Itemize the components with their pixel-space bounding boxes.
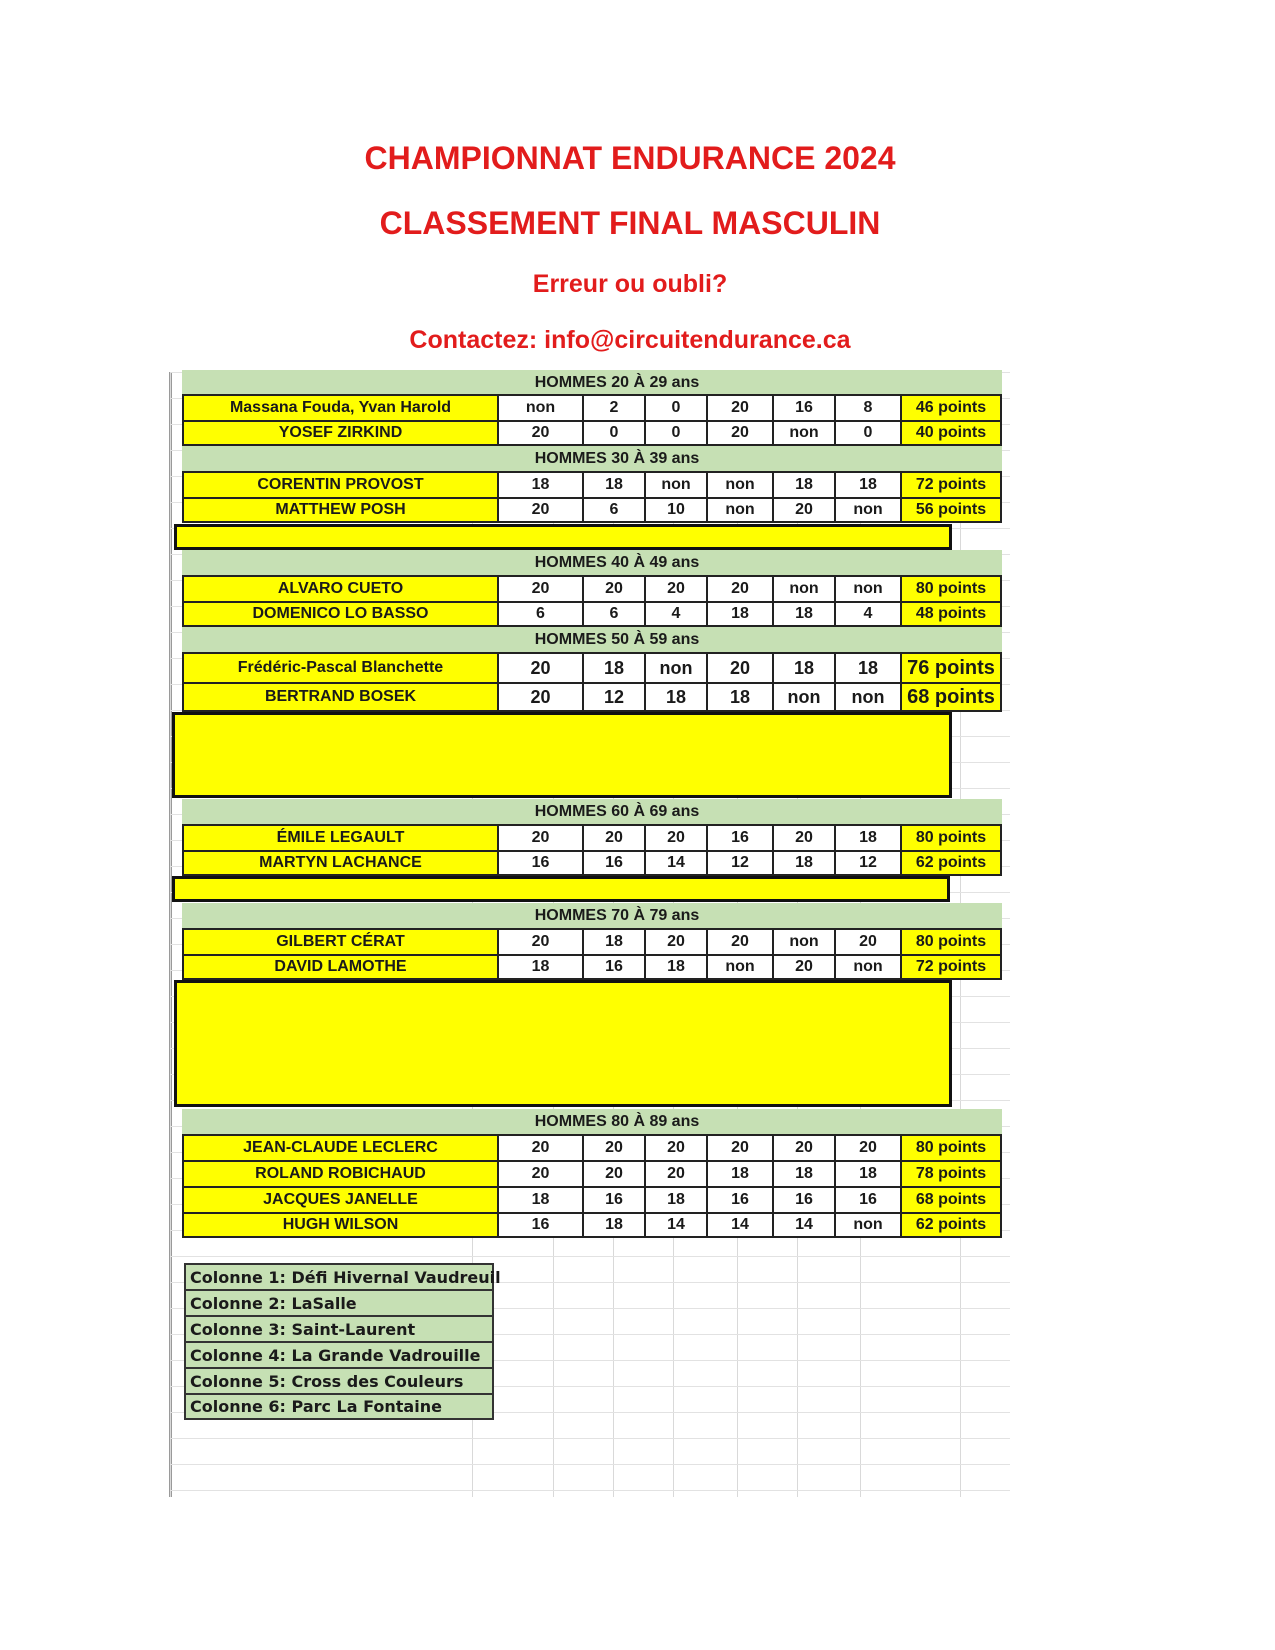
race-score-col-6: non <box>834 682 900 712</box>
total-points: 78 points <box>900 1160 1002 1186</box>
race-score-col-3: 10 <box>644 497 706 523</box>
legend-item: Colonne 6: Parc La Fontaine <box>184 1393 494 1420</box>
category-header <box>182 799 1002 825</box>
race-score-col-5: 20 <box>772 824 834 850</box>
race-score-col-5: 20 <box>772 954 834 980</box>
category-label: HOMMES 30 À 39 ans <box>534 450 700 467</box>
athlete-name: ALVARO CUETO <box>182 575 497 601</box>
race-score-col-2: 18 <box>582 471 644 497</box>
race-score-col-6: 18 <box>834 1160 900 1186</box>
race-score-col-2: 0 <box>582 420 644 446</box>
athlete-name: JEAN-CLAUDE LECLERC <box>182 1134 497 1160</box>
legend-item: Colonne 2: LaSalle <box>184 1289 494 1316</box>
race-score-col-2: 2 <box>582 394 644 420</box>
empty-highlight-block <box>174 980 952 1107</box>
legend-item: Colonne 5: Cross des Couleurs <box>184 1367 494 1394</box>
total-points: 40 points <box>900 420 1002 446</box>
race-score-col-4: 18 <box>706 1160 772 1186</box>
race-score-col-6: non <box>834 497 900 523</box>
race-score-col-3: 4 <box>644 601 706 627</box>
race-score-col-3: non <box>644 652 706 682</box>
athlete-name: GILBERT CÉRAT <box>182 928 497 954</box>
empty-highlight-block <box>174 524 952 550</box>
race-score-col-3: 18 <box>644 1186 706 1212</box>
race-score-col-4: 20 <box>706 394 772 420</box>
race-score-col-1: 18 <box>497 471 582 497</box>
total-points: 56 points <box>900 497 1002 523</box>
race-score-col-4: 16 <box>706 1186 772 1212</box>
race-score-col-3: 20 <box>644 928 706 954</box>
total-points: 72 points <box>900 471 1002 497</box>
race-score-col-5: non <box>772 928 834 954</box>
race-score-col-1: 20 <box>497 420 582 446</box>
category-header <box>182 446 1002 472</box>
table-row <box>182 928 1002 954</box>
table-row <box>182 497 1002 523</box>
race-score-col-5: 18 <box>772 471 834 497</box>
table-row <box>182 1212 1002 1238</box>
table-row <box>182 1134 1002 1160</box>
total-points: 80 points <box>900 824 1002 850</box>
total-points: 68 points <box>900 1186 1002 1212</box>
total-points: 48 points <box>900 601 1002 627</box>
race-score-col-2: 16 <box>582 1186 644 1212</box>
category-header <box>182 370 1002 396</box>
race-score-col-6: non <box>834 954 900 980</box>
race-score-col-1: 20 <box>497 652 582 682</box>
race-score-col-2: 20 <box>582 1134 644 1160</box>
athlete-name: MARTYN LACHANCE <box>182 850 497 876</box>
race-score-col-1: 16 <box>497 850 582 876</box>
race-score-col-3: 20 <box>644 1160 706 1186</box>
athlete-name: CORENTIN PROVOST <box>182 471 497 497</box>
table-row <box>182 824 1002 850</box>
race-score-col-6: non <box>834 1212 900 1238</box>
contact-line: Contactez: info@circuitendurance.ca <box>409 326 851 354</box>
race-score-col-3: 20 <box>644 1134 706 1160</box>
race-score-col-4: non <box>706 954 772 980</box>
table-row <box>182 1160 1002 1186</box>
race-score-col-1: 6 <box>497 601 582 627</box>
race-score-col-6: 20 <box>834 1134 900 1160</box>
race-score-col-1: 16 <box>497 1212 582 1238</box>
total-points: 72 points <box>900 954 1002 980</box>
table-row <box>182 394 1002 420</box>
race-score-col-3: 18 <box>644 682 706 712</box>
race-score-col-5: 20 <box>772 497 834 523</box>
race-score-col-2: 16 <box>582 954 644 980</box>
category-label: HOMMES 80 À 89 ans <box>534 1113 700 1130</box>
race-score-col-5: 14 <box>772 1212 834 1238</box>
race-score-col-1: 20 <box>497 824 582 850</box>
race-score-col-4: 20 <box>706 928 772 954</box>
race-score-col-5: 16 <box>772 1186 834 1212</box>
category-header <box>182 903 1002 929</box>
race-score-col-2: 16 <box>582 850 644 876</box>
category-label: HOMMES 50 À 59 ans <box>534 631 700 648</box>
table-row <box>182 652 1002 682</box>
race-score-col-3: non <box>644 471 706 497</box>
race-score-col-1: 18 <box>497 954 582 980</box>
table-row <box>182 682 1002 712</box>
race-score-col-5: 18 <box>772 652 834 682</box>
race-score-col-4: 14 <box>706 1212 772 1238</box>
table-row <box>182 471 1002 497</box>
legend-item: Colonne 4: La Grande Vadrouille <box>184 1341 494 1368</box>
race-score-col-3: 20 <box>644 824 706 850</box>
race-score-col-4: 18 <box>706 682 772 712</box>
race-score-col-4: 20 <box>706 1134 772 1160</box>
race-score-col-1: 20 <box>497 1134 582 1160</box>
race-score-col-4: 18 <box>706 601 772 627</box>
race-score-col-5: 20 <box>772 1134 834 1160</box>
race-score-col-4: 16 <box>706 824 772 850</box>
total-points: 46 points <box>900 394 1002 420</box>
athlete-name: ÉMILE LEGAULT <box>182 824 497 850</box>
athlete-name: DOMENICO LO BASSO <box>182 601 497 627</box>
table-row <box>182 601 1002 627</box>
error-question: Erreur ou oubli? <box>532 270 728 298</box>
race-score-col-3: 14 <box>644 850 706 876</box>
race-score-col-6: 4 <box>834 601 900 627</box>
table-row <box>182 954 1002 980</box>
category-header <box>182 627 1002 653</box>
race-score-col-5: non <box>772 682 834 712</box>
category-label: HOMMES 70 À 79 ans <box>534 907 700 924</box>
race-score-col-4: non <box>706 497 772 523</box>
athlete-name: HUGH WILSON <box>182 1212 497 1238</box>
total-points: 62 points <box>900 850 1002 876</box>
total-points: 80 points <box>900 575 1002 601</box>
race-score-col-5: non <box>772 575 834 601</box>
page-subtitle: CLASSEMENT FINAL MASCULIN <box>379 205 881 241</box>
race-score-col-1: 20 <box>497 1160 582 1186</box>
race-score-col-6: 8 <box>834 394 900 420</box>
race-score-col-2: 18 <box>582 928 644 954</box>
total-points: 80 points <box>900 1134 1002 1160</box>
table-row <box>182 420 1002 446</box>
category-header <box>182 550 1002 576</box>
race-score-col-4: 20 <box>706 420 772 446</box>
race-score-col-1: non <box>497 394 582 420</box>
athlete-name: MATTHEW POSH <box>182 497 497 523</box>
race-score-col-1: 20 <box>497 682 582 712</box>
category-label: HOMMES 20 À 29 ans <box>534 374 700 391</box>
race-score-col-2: 18 <box>582 1212 644 1238</box>
race-score-col-6: 20 <box>834 928 900 954</box>
race-score-col-6: 18 <box>834 471 900 497</box>
page-title: CHAMPIONNAT ENDURANCE 2024 <box>364 140 896 176</box>
race-score-col-6: 18 <box>834 824 900 850</box>
race-score-col-2: 6 <box>582 601 644 627</box>
category-label: HOMMES 40 À 49 ans <box>534 554 700 571</box>
athlete-name: Frédéric-Pascal Blanchette <box>182 652 497 682</box>
race-score-col-6: 12 <box>834 850 900 876</box>
race-score-col-6: 18 <box>834 652 900 682</box>
race-score-col-6: 0 <box>834 420 900 446</box>
race-score-col-3: 20 <box>644 575 706 601</box>
race-score-col-5: 18 <box>772 601 834 627</box>
legend-item: Colonne 3: Saint-Laurent <box>184 1315 494 1342</box>
race-score-col-5: 18 <box>772 850 834 876</box>
table-row <box>182 1186 1002 1212</box>
athlete-name: DAVID LAMOTHE <box>182 954 497 980</box>
table-row <box>182 850 1002 876</box>
race-score-col-2: 6 <box>582 497 644 523</box>
race-score-col-1: 20 <box>497 575 582 601</box>
race-score-col-2: 20 <box>582 1160 644 1186</box>
race-score-col-6: 16 <box>834 1186 900 1212</box>
race-score-col-2: 20 <box>582 575 644 601</box>
race-score-col-6: non <box>834 575 900 601</box>
category-header <box>182 1109 1002 1135</box>
race-score-col-1: 20 <box>497 928 582 954</box>
total-points: 68 points <box>900 682 1002 712</box>
race-score-col-1: 18 <box>497 1186 582 1212</box>
race-score-col-1: 20 <box>497 497 582 523</box>
total-points: 76 points <box>900 652 1002 682</box>
athlete-name: BERTRAND BOSEK <box>182 682 497 712</box>
race-score-col-3: 14 <box>644 1212 706 1238</box>
race-score-col-2: 18 <box>582 652 644 682</box>
race-score-col-4: 20 <box>706 652 772 682</box>
race-score-col-3: 0 <box>644 420 706 446</box>
total-points: 62 points <box>900 1212 1002 1238</box>
race-score-col-3: 0 <box>644 394 706 420</box>
race-score-col-5: non <box>772 420 834 446</box>
race-score-col-2: 20 <box>582 824 644 850</box>
category-label: HOMMES 60 À 69 ans <box>534 803 700 820</box>
empty-highlight-block <box>172 876 950 902</box>
race-score-col-5: 18 <box>772 1160 834 1186</box>
empty-highlight-block <box>172 712 952 798</box>
legend-item: Colonne 1: Défi Hivernal Vaudreuil <box>184 1263 494 1290</box>
athlete-name: ROLAND ROBICHAUD <box>182 1160 497 1186</box>
race-score-col-2: 12 <box>582 682 644 712</box>
athlete-name: Massana Fouda, Yvan Harold <box>182 394 497 420</box>
race-score-col-5: 16 <box>772 394 834 420</box>
table-row <box>182 575 1002 601</box>
race-score-col-4: 20 <box>706 575 772 601</box>
athlete-name: YOSEF ZIRKIND <box>182 420 497 446</box>
athlete-name: JACQUES JANELLE <box>182 1186 497 1212</box>
race-score-col-3: 18 <box>644 954 706 980</box>
race-score-col-4: 12 <box>706 850 772 876</box>
race-score-col-4: non <box>706 471 772 497</box>
total-points: 80 points <box>900 928 1002 954</box>
